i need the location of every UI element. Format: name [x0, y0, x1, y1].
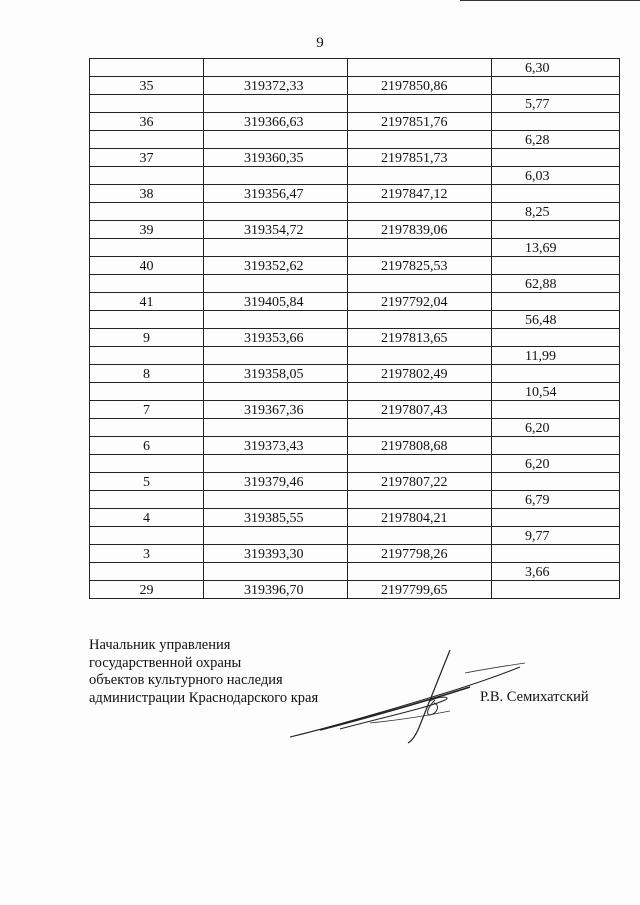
position-line-3: объектов культурного наследия [89, 672, 283, 688]
distance-cell [492, 473, 620, 491]
y-coordinate-cell: 2197799,65 [348, 581, 492, 599]
table-row [90, 257, 620, 275]
y-coordinate-cell [348, 311, 492, 329]
table-row [90, 473, 620, 491]
table-row [90, 167, 620, 185]
y-coordinate-cell: 2197798,26 [348, 545, 492, 563]
x-coordinate-cell [204, 203, 348, 221]
table-row [90, 347, 620, 365]
y-coordinate-cell [348, 131, 492, 149]
y-coordinate-cell: 2197804,21 [348, 509, 492, 527]
point-number-cell: 7 [90, 401, 204, 419]
distance-cell: 6,79 [492, 491, 620, 509]
point-number-cell [90, 239, 204, 257]
x-coordinate-cell [204, 419, 348, 437]
x-coordinate-cell: 319366,63 [204, 113, 348, 131]
x-coordinate-cell: 319356,47 [204, 185, 348, 203]
y-coordinate-cell [348, 347, 492, 365]
point-number-cell: 9 [90, 329, 204, 347]
table-row [90, 59, 620, 77]
y-coordinate-cell: 2197807,43 [348, 401, 492, 419]
y-coordinate-cell: 2197839,06 [348, 221, 492, 239]
x-coordinate-cell: 319385,55 [204, 509, 348, 527]
x-coordinate-cell: 319372,33 [204, 77, 348, 95]
distance-cell: 6,03 [492, 167, 620, 185]
distance-cell [492, 149, 620, 167]
distance-cell [492, 113, 620, 131]
distance-cell: 8,25 [492, 203, 620, 221]
point-number-cell: 6 [90, 437, 204, 455]
point-number-cell [90, 275, 204, 293]
y-coordinate-cell: 2197792,04 [348, 293, 492, 311]
y-coordinate-cell [348, 383, 492, 401]
point-number-cell [90, 95, 204, 113]
table-row [90, 95, 620, 113]
x-coordinate-cell: 319353,66 [204, 329, 348, 347]
y-coordinate-cell [348, 563, 492, 581]
y-coordinate-cell: 2197802,49 [348, 365, 492, 383]
x-coordinate-cell [204, 455, 348, 473]
x-coordinate-cell [204, 563, 348, 581]
y-coordinate-cell [348, 239, 492, 257]
table-row [90, 239, 620, 257]
distance-cell [492, 437, 620, 455]
distance-cell [492, 257, 620, 275]
table-row [90, 185, 620, 203]
x-coordinate-cell: 319379,46 [204, 473, 348, 491]
x-coordinate-cell: 319367,36 [204, 401, 348, 419]
table-row [90, 203, 620, 221]
y-coordinate-cell [348, 419, 492, 437]
table-row [90, 293, 620, 311]
x-coordinate-cell [204, 275, 348, 293]
distance-cell: 6,20 [492, 455, 620, 473]
point-number-cell: 29 [90, 581, 204, 599]
distance-cell [492, 545, 620, 563]
table-row [90, 275, 620, 293]
y-coordinate-cell [348, 167, 492, 185]
y-coordinate-cell [348, 203, 492, 221]
distance-cell: 6,20 [492, 419, 620, 437]
distance-cell: 6,30 [492, 59, 620, 77]
point-number-cell [90, 167, 204, 185]
x-coordinate-cell [204, 311, 348, 329]
point-number-cell: 40 [90, 257, 204, 275]
page-number: 9 [316, 35, 324, 51]
y-coordinate-cell: 2197813,65 [348, 329, 492, 347]
distance-cell [492, 185, 620, 203]
signer-name: Р.В. Семихатский [480, 689, 589, 705]
table-row [90, 401, 620, 419]
x-coordinate-cell [204, 95, 348, 113]
point-number-cell: 4 [90, 509, 204, 527]
x-coordinate-cell: 319360,35 [204, 149, 348, 167]
x-coordinate-cell [204, 167, 348, 185]
table-row [90, 527, 620, 545]
table-row [90, 581, 620, 599]
point-number-cell [90, 131, 204, 149]
table-row [90, 455, 620, 473]
y-coordinate-cell: 2197847,12 [348, 185, 492, 203]
table-row [90, 491, 620, 509]
y-coordinate-cell [348, 59, 492, 77]
point-number-cell [90, 347, 204, 365]
point-number-cell [90, 563, 204, 581]
distance-cell [492, 401, 620, 419]
point-number-cell [90, 203, 204, 221]
distance-cell [492, 77, 620, 95]
point-number-cell [90, 527, 204, 545]
table-row [90, 113, 620, 131]
x-coordinate-cell [204, 131, 348, 149]
table-row [90, 329, 620, 347]
table-row [90, 311, 620, 329]
y-coordinate-cell [348, 455, 492, 473]
y-coordinate-cell: 2197825,53 [348, 257, 492, 275]
x-coordinate-cell: 319358,05 [204, 365, 348, 383]
point-number-cell [90, 383, 204, 401]
distance-cell [492, 581, 620, 599]
position-line-2: государственной охраны [89, 654, 242, 671]
table-row [90, 419, 620, 437]
distance-cell: 56,48 [492, 311, 620, 329]
point-number-cell: 39 [90, 221, 204, 239]
point-number-cell: 36 [90, 113, 204, 131]
distance-cell: 9,77 [492, 527, 620, 545]
point-number-cell: 8 [90, 365, 204, 383]
distance-cell: 3,66 [492, 563, 620, 581]
x-coordinate-cell: 319373,43 [204, 437, 348, 455]
x-coordinate-cell: 319393,30 [204, 545, 348, 563]
point-number-cell [90, 491, 204, 509]
point-number-cell: 5 [90, 473, 204, 491]
y-coordinate-cell: 2197851,73 [348, 149, 492, 167]
y-coordinate-cell: 2197850,86 [348, 77, 492, 95]
distance-cell: 6,28 [492, 131, 620, 149]
y-coordinate-cell: 2197808,68 [348, 437, 492, 455]
point-number-cell: 41 [90, 293, 204, 311]
distance-cell: 5,77 [492, 95, 620, 113]
table-row [90, 131, 620, 149]
y-coordinate-cell [348, 527, 492, 545]
distance-cell: 62,88 [492, 275, 620, 293]
x-coordinate-cell: 319352,62 [204, 257, 348, 275]
distance-cell [492, 365, 620, 383]
distance-cell: 13,69 [492, 239, 620, 257]
point-number-cell: 37 [90, 149, 204, 167]
point-number-cell: 38 [90, 185, 204, 203]
x-coordinate-cell [204, 383, 348, 401]
x-coordinate-cell: 319405,84 [204, 293, 348, 311]
position-line-4: администрации Краснодарского края [89, 689, 319, 706]
y-coordinate-cell [348, 95, 492, 113]
x-coordinate-cell: 319354,72 [204, 221, 348, 239]
distance-cell [492, 509, 620, 527]
table-row [90, 437, 620, 455]
table-row [90, 563, 620, 581]
point-number-cell [90, 59, 204, 77]
x-coordinate-cell [204, 239, 348, 257]
table-row [90, 509, 620, 527]
point-number-cell [90, 419, 204, 437]
table-row [90, 221, 620, 239]
distance-cell [492, 329, 620, 347]
distance-cell: 10,54 [492, 383, 620, 401]
y-coordinate-cell [348, 491, 492, 509]
point-number-cell [90, 311, 204, 329]
table-row [90, 383, 620, 401]
point-number-cell: 3 [90, 545, 204, 563]
distance-cell [492, 293, 620, 311]
distance-cell [492, 221, 620, 239]
top-border-line [460, 0, 640, 1]
x-coordinate-cell: 319396,70 [204, 581, 348, 599]
table-row [90, 149, 620, 167]
coordinates-table [89, 58, 620, 599]
point-number-cell [90, 455, 204, 473]
x-coordinate-cell [204, 347, 348, 365]
distance-cell: 11,99 [492, 347, 620, 365]
position-line-1: Начальник управления [89, 637, 231, 653]
point-number-cell: 35 [90, 77, 204, 95]
table-row [90, 365, 620, 383]
y-coordinate-cell: 2197851,76 [348, 113, 492, 131]
x-coordinate-cell [204, 491, 348, 509]
y-coordinate-cell: 2197807,22 [348, 473, 492, 491]
x-coordinate-cell [204, 59, 348, 77]
table-row [90, 545, 620, 563]
table-row [90, 77, 620, 95]
x-coordinate-cell [204, 527, 348, 545]
y-coordinate-cell [348, 275, 492, 293]
